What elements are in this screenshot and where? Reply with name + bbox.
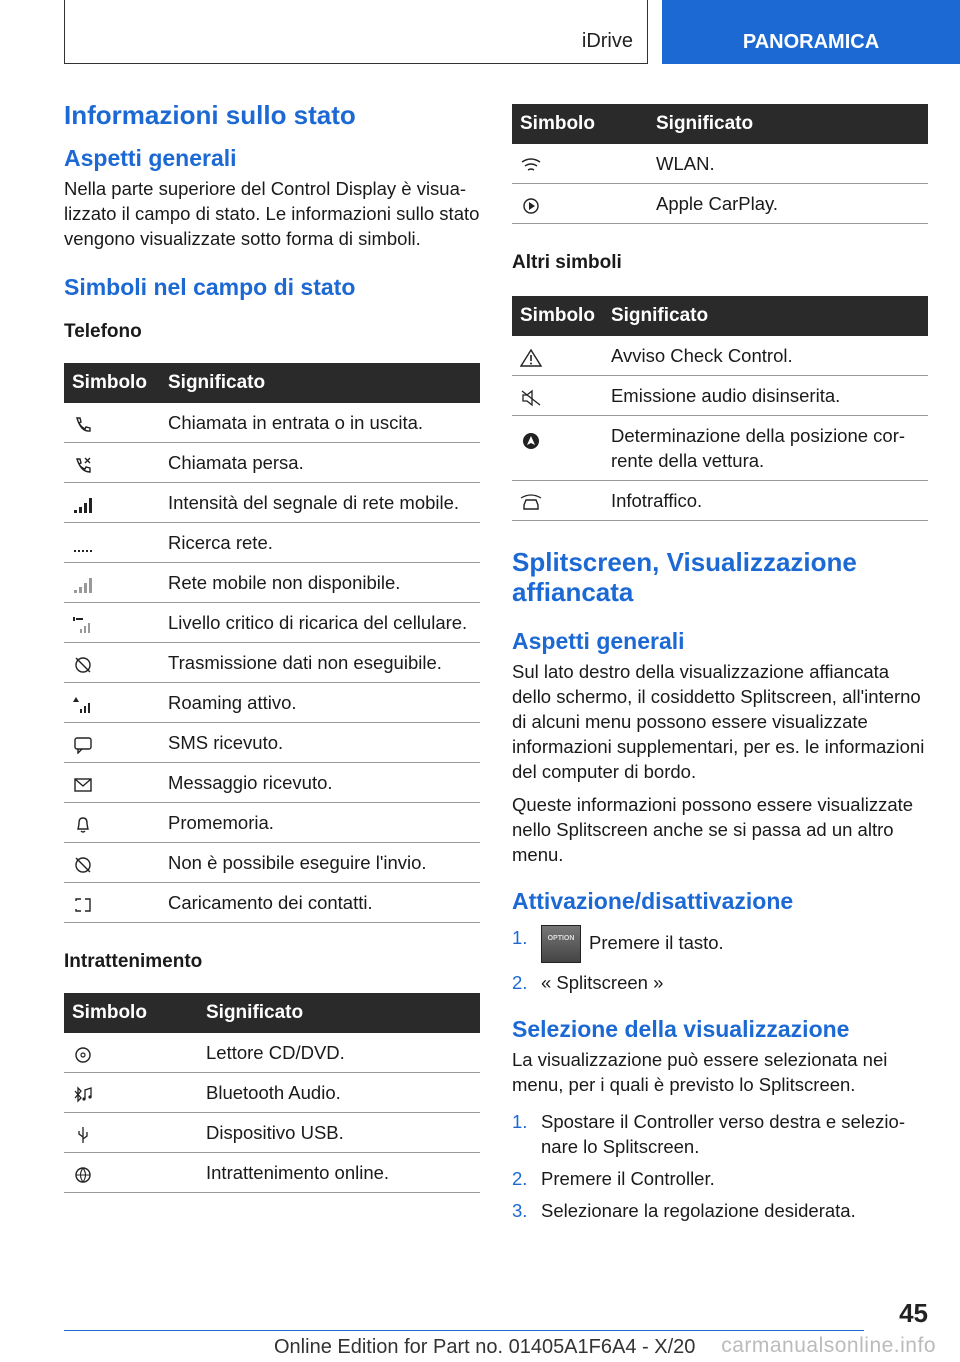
carplay-icon [520, 196, 542, 214]
cd-icon [72, 1045, 94, 1063]
table-row: Caricamento dei contatti. [64, 883, 480, 923]
traffic-info-icon [520, 493, 542, 511]
activation-steps [512, 925, 928, 995]
col-meaning: Significato [648, 104, 928, 144]
low-battery-icon [72, 615, 94, 633]
usb-icon [72, 1125, 94, 1143]
table-row: Trasmissione dati non eseguibile. [64, 643, 480, 683]
selection-text: La visualizzazione può essere selezionata nei menu, per i quali è previsto lo Splitscreen. [512, 1049, 888, 1095]
table-row: Promemoria. [64, 803, 480, 843]
phone-call-icon [72, 415, 94, 433]
signal-strength-icon [72, 495, 94, 513]
table-row: Determinazione della posizione corrente della vettura. [512, 416, 928, 481]
table-row: Lettore CD/DVD. [64, 1033, 480, 1073]
list-item: 2. « Splitscreen » [512, 972, 664, 993]
table-row: Ricerca rete. [64, 523, 480, 563]
col-symbol: Simbolo [64, 363, 160, 403]
page-number: 45 [899, 1298, 928, 1328]
header-section: iDrive [581, 30, 633, 52]
mute-icon [520, 388, 542, 406]
table-row: Chiamata in entrata o in uscita. [64, 403, 480, 443]
footer-divider [64, 1330, 864, 1331]
table-row: Bluetooth Audio. [64, 1073, 480, 1113]
mail-icon [72, 775, 94, 793]
warning-icon [520, 348, 542, 366]
table-row: Apple CarPlay. [512, 184, 928, 224]
phone-heading: Telefono [64, 321, 142, 342]
phone-table [64, 363, 480, 923]
table-row: WLAN. [512, 144, 928, 184]
split-text-1: Sul lato destro della visualizzazione affiancata dello schermo, il cosiddetto Splitscreen, all'interno di alcuni menu possono essere visualizzate informazioni supplementari, per es. le informazioni del computer di bordo. [512, 661, 925, 782]
general-text: Nella parte superiore del Control Display è visualizzato il campo di stato. Le informazioni sullo stato vengono visualizzate sotto forma di simboli. [64, 178, 480, 249]
header-box [64, 0, 648, 64]
header-tab: PANORAMICA [662, 0, 960, 64]
edition-text: Online Edition for Part no. 01405A1F6A4 - X/20 [274, 1336, 696, 1358]
list-item: 1. Spostare il Controller verso destra e selezionare lo Splitscreen. [512, 1111, 906, 1157]
col-symbol: Simbolo [512, 296, 603, 336]
list-item: 3. Selezionare la regolazione desiderata. [512, 1200, 856, 1221]
table-row: Intrattenimento online. [64, 1153, 480, 1193]
table-row: Emissione audio disinserita. [512, 376, 928, 416]
col-meaning: Significato [160, 363, 480, 403]
other-heading: Altri simboli [512, 252, 622, 273]
contacts-loading-icon [72, 895, 94, 913]
split-text-2: Queste informazioni possono essere visualizzate nello Splitscreen anche se si passa ad un altro menu. [512, 794, 914, 865]
wlan-icon [520, 156, 542, 174]
list-item: 1. OPTION Premere il tasto. [512, 925, 928, 963]
table-row: Rete mobile non disponibile. [64, 563, 480, 603]
missed-call-icon [72, 455, 94, 473]
general-heading: Aspetti generali [64, 145, 237, 171]
sms-icon [72, 735, 94, 753]
selection-steps [512, 1109, 928, 1223]
bell-icon [72, 815, 94, 833]
option-button-icon: OPTION [541, 925, 581, 963]
roaming-icon [72, 695, 94, 713]
split-general-heading: Aspetti generali [512, 628, 685, 654]
bluetooth-audio-icon [72, 1085, 94, 1103]
send-failed-icon [72, 855, 94, 873]
col-meaning: Significato [603, 296, 928, 336]
table-row: Infotraffico. [512, 481, 928, 521]
table-row: Livello critico di ricarica del cellulare. [64, 603, 480, 643]
position-icon [520, 431, 542, 449]
table-row: Non è possibile eseguire l'invio. [64, 843, 480, 883]
ent-table [64, 993, 480, 1193]
watermark: carmanualsonline.info [721, 1334, 936, 1357]
table-row: Dispositivo USB. [64, 1113, 480, 1153]
table-row: Chiamata persa. [64, 443, 480, 483]
right-column [512, 104, 928, 1230]
left-column [64, 100, 480, 1193]
online-entertainment-icon [72, 1165, 94, 1183]
split-title: Splitscreen, Visualizzazione affiancata [512, 547, 857, 607]
section-title: Informazioni sullo stato [64, 100, 356, 130]
col-symbol: Simbolo [512, 104, 648, 144]
table-row: Intensità del segnale di rete mobile. [64, 483, 480, 523]
ent-heading: Intrattenimento [64, 951, 203, 972]
symbols-heading: Simboli nel campo di stato [64, 274, 356, 300]
network-search-icon [72, 535, 94, 553]
table-row: Avviso Check Control. [512, 336, 928, 376]
data-unavailable-icon [72, 655, 94, 673]
table-row: SMS ricevuto. [64, 723, 480, 763]
no-network-icon [72, 575, 94, 593]
connectivity-table [512, 104, 928, 224]
activation-heading: Attivazione/disattivazione [512, 888, 794, 914]
col-meaning: Significato [198, 993, 480, 1033]
table-row: Messaggio ricevuto. [64, 763, 480, 803]
selection-heading: Selezione della visualizzazione [512, 1016, 850, 1042]
table-row: Roaming attivo. [64, 683, 480, 723]
col-symbol: Simbolo [64, 993, 198, 1033]
other-table [512, 296, 928, 521]
list-item: 2. Premere il Controller. [512, 1168, 715, 1189]
